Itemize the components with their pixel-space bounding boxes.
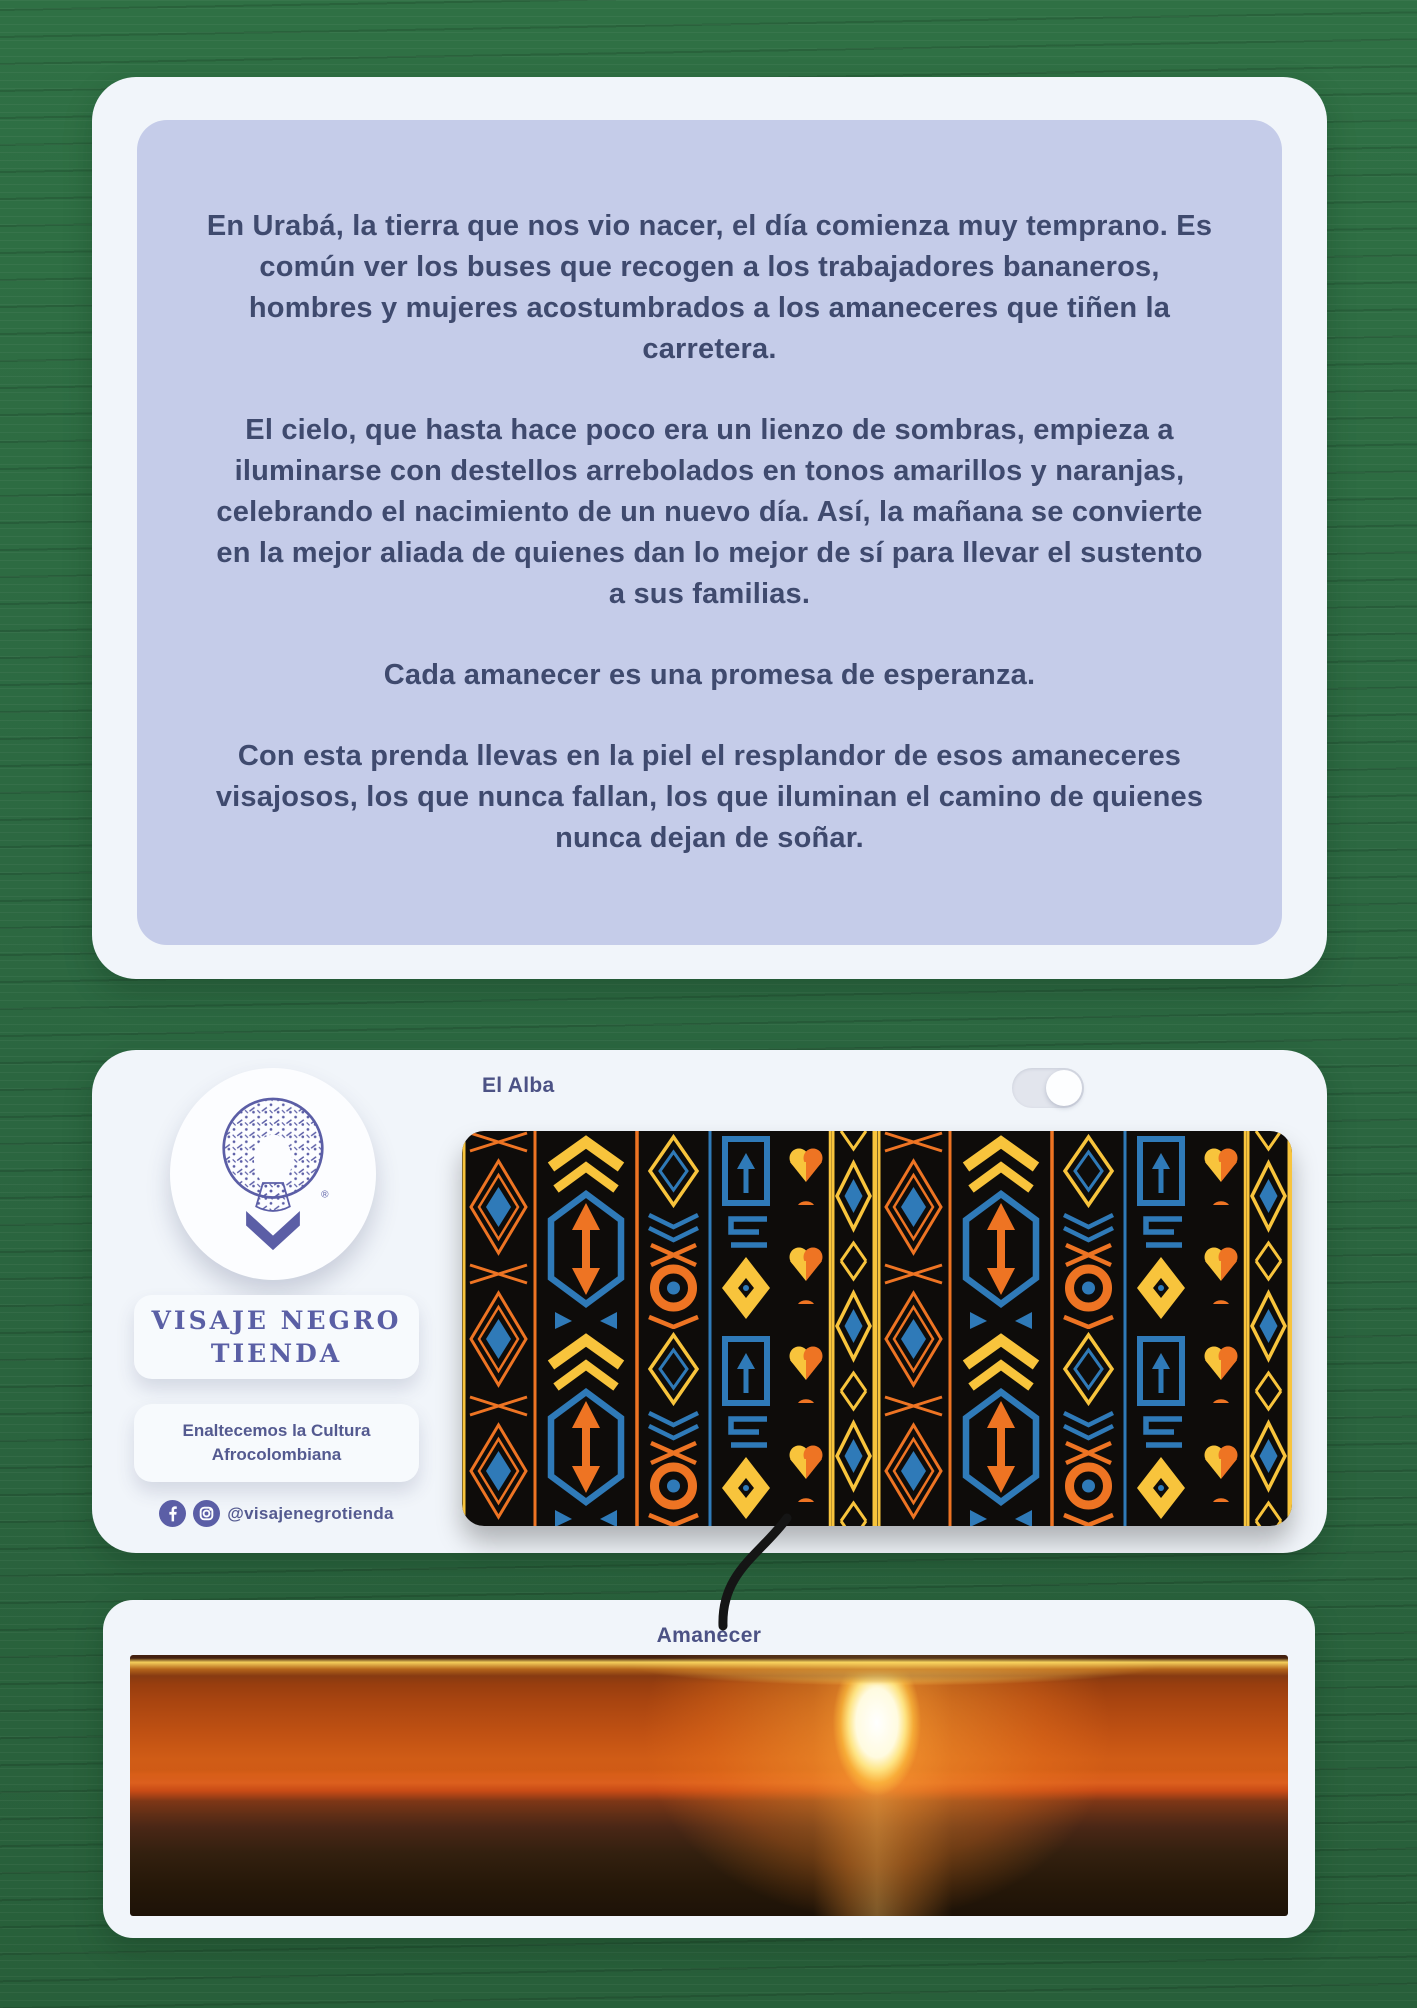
photo-card [103, 1600, 1315, 1938]
social-handle: @visajenegrotienda [227, 1503, 394, 1523]
story-card [92, 77, 1327, 979]
facebook-icon [159, 1500, 186, 1527]
toggle-switch[interactable] [1012, 1068, 1084, 1108]
photo-caption: Amanecer [656, 1624, 762, 1647]
brand-card [92, 1050, 1327, 1553]
registered-mark: ® [321, 1189, 329, 1201]
face-silhouette [254, 1135, 292, 1187]
product-name-label: El Alba [482, 1074, 555, 1097]
story-paragraph: En Urabá, la tierra que nos vio nacer, el día comienza muy temprano. Es común ver los buses que recogen a los trabajadores bananeros, hombres y mujeres acostumbrados a los amaneceres que tiñen la carretera. [206, 210, 1213, 365]
el-alba-fabric-pattern [462, 1131, 1292, 1526]
toggle-knob[interactable] [1046, 1070, 1082, 1106]
african-textile-pattern [462, 1131, 1292, 1526]
brand-tagline-plate [134, 1404, 419, 1482]
social-row [134, 1500, 419, 1527]
brand-name-line1: VISAJE NEGRO [151, 1306, 402, 1335]
story-panel [137, 120, 1282, 945]
story-paragraph: Cada amanecer es una promesa de esperanza. [383, 659, 1036, 691]
connector-arrow [695, 1512, 805, 1634]
story-paragraph: Con esta prenda llevas en la piel el resplandor de esos amaneceres visajosos, los que nunca fallan, los que iluminan el camino de quienes nunca dejan de soñar. [215, 740, 1204, 854]
brand-logo-badge [170, 1068, 376, 1280]
neck [256, 1183, 290, 1211]
chevron-v-mark [246, 1211, 300, 1250]
brand-name-plate [134, 1295, 419, 1379]
sunrise-photo [130, 1655, 1288, 1916]
instagram-icon [193, 1500, 220, 1527]
story-paragraph: El cielo, que hasta hace poco era un lienzo de sombras, empieza a iluminarse con destellos arrebolados en tonos amarillos y naranjas, celebrando el nacimiento de un nuevo día. Así, la mañana se convierte en la mejor aliada de quienes dan lo mejor de sí para llevar el sustento a sus familias. [216, 414, 1203, 610]
tagline-line1: Enaltecemos la Cultura [182, 1421, 371, 1440]
tagline-line2: Afrocolombiana [211, 1445, 342, 1464]
afro-woman-logo [194, 1090, 352, 1258]
brand-name-line2: TIENDA [210, 1339, 343, 1368]
